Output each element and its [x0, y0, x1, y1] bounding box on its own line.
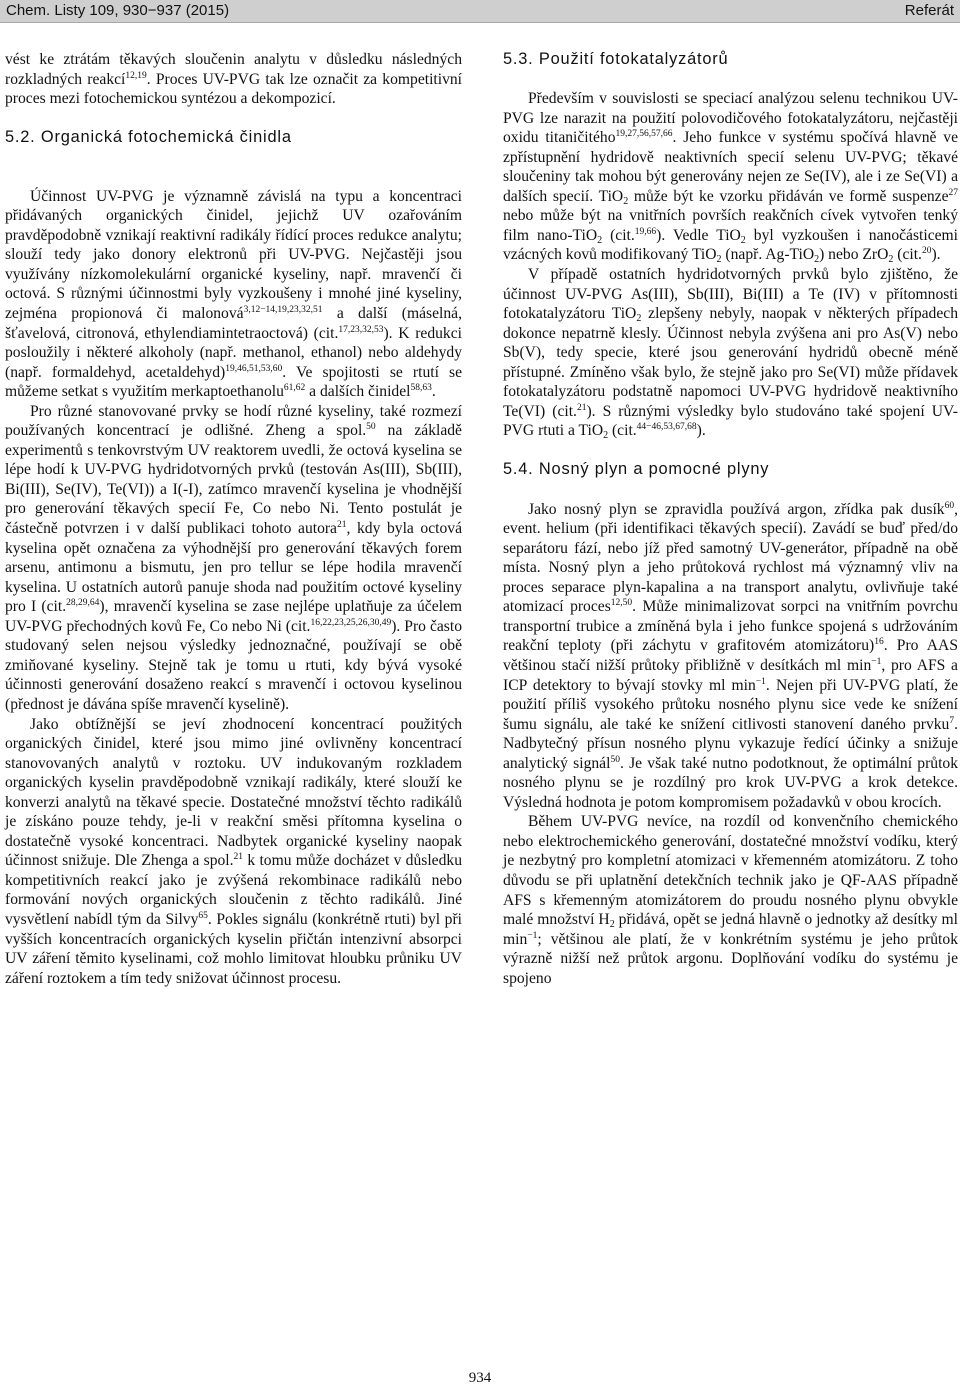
citation: 28,29,64	[66, 598, 100, 609]
citation: 20	[921, 246, 932, 257]
page-number: 934	[468, 1370, 492, 1386]
citation: 44−46,53,67,68	[636, 422, 697, 433]
citation: 58,63	[410, 383, 432, 394]
citation: 7	[949, 715, 955, 726]
citation: 12,50	[610, 598, 633, 609]
section-label: Referát	[904, 2, 954, 19]
citation: 21	[233, 852, 244, 863]
paragraph: Pro různé stanovované prvky se hodí různé kyseliny, také rozmezí používaných koncentrací je odlišné. Zheng a spol.$^{50}$ na základě experimentů s tenkovrstvým UV reaktorem uvedli, že octová kyselina se lépe hodí k UV-PVG hydridotvorných prvků (testován As(III), Sb(III), Bi(III), Se(IV), Te(VI)) a I(-I), zatímco mravenčí kyselina je vhodnější pro generování těkavých specií Fe, Co nebo Ni. Tento postulát je částečně potvrzen i v další publikaci tohoto autora$^{21}$, kdy byla octová kyselina opět označena za výhodnější pro generování těkavých forem arsenu, antimonu a bismutu, jen pro tellur se lépe hodila mravenčí kyselina. U ostatních autorů panuje shoda nad použitím octové kyseliny pro I (cit.$^{28,29,64}$), mravenčí kyselina se zase nejlépe uplatňuje za účelem UV-PVG přechodných kovů Fe, Co nebo Ni (cit.$^{16,22,23,25,26,30,49}$). Pro často studovaný selen nejsou výsledky jednoznačné, používají se obě zmiňované kyseliny. Stejně tak je tomu u rtuti, kdy bývá vysoké účinnosti generování dosaženo reakcí s mravenčí i octovou kyselinou (přednost je dávána spíše mravenčí kyselině).	[5, 402, 463, 713]
citation: 12,19	[125, 70, 147, 81]
section-heading-5-3: 5.3. Použití fotokatalyzátorů	[503, 50, 729, 68]
citation: 19,27,56,57,66	[615, 129, 673, 140]
right-column	[503, 50, 958, 988]
paragraph: Účinnost UV-PVG je významně závislá na typu a koncentraci přidávaných organických činidel, jejichž UV ozařováním pravděpodobně vznikají reaktivní radikály řídící proces redukce analytu; slouží tedy jako donory elektronů při UV-PVG. Nejčastěji jsou využívány nízkomolekulární organické kyseliny, např. mravenčí či octová. S různými účinnostmi byly vyzkoušeny i mnohé jiné kyseliny, zejména propionová či malonová$^{3,12-14,19,23,32,51}$ a další (máselná, šťavelová, citronová, ethylendiamintetraoctová) (cit.$^{17,23,32,53}$). K redukci posloužily i některé alkoholy (např. methanol, ethanol) nebo aldehydy (např. formaldehyd, acetaldehyd)$^{19,46,51,53,60}$. Ve spojitosti se rtutí se můžeme setkat s využitím merkaptoethanolu$^{61,62}$ a dalších činidel$^{58,63}$.	[5, 187, 463, 401]
paragraph: Během UV-PVG nevíce, na rozdíl od konvenčního chemického nebo elektrochemického generování, dostatečné množství vodíku, který je nezbytný pro kompletní atomizaci v křemenném atomizátoru. Z toho důvodu se při uplatnění detekčních technik jako je QF-AAS případně AFS s křemenným atomizátorem do proudu nosného plynu obvykle malé množství $H_2$ přidává, opět se jedná hlavně o jednotky až desítky ml $\min^{-1}$; většinou ale platí, že v konkrétním systému je jeho průtok výrazně nižší než průtok argonu. Doplňování vodíku do systému je spojeno	[503, 813, 959, 987]
paragraph: Jako nosný plyn se zpravidla používá argon, zřídka pak dusík$^{60}$, event. helium (při identifikaci těkavých specií). Zavádí se buď před/do separátoru fází, nebo jíž před samotný UV-generátor, případně na obě místa. Nosný plyn a jeho průtoková rychlost má významný vliv na proces separace plyn-kapalina a na transport analytu, ovlivňuje také atomizací proces$^{12,50}$. Může minimalizovat sorpci na vnitřním povrchu transportní trubice a zmíněná byla i jeho funkce spojená s udržováním reakční teploty (při záchytu v grafitovém atomizátoru)$^{16}$. Pro AAS většinou stačí nižší průtoky přibližně v desítkách ml $\min^{-1}$, pro AFS a ICP detektory to bývají stovky ml $\min^{-1}$. Nejen při UV-PVG platí, že použití příliš vysokého průtoku nosného plynu sice vede ke snížení šumu signálu, ale také ke snížení citlivosti stanovení daného prvku$^7$. Nadbytečný přísun nosného plynu vykazuje ředící účinky a snižuje analytický signál$^{50}$. Je však také nutno podotknout, že optimální průtok nosného plynu se je rozdílný pro krok UV-PVG a krok detekce. Výsledná hodnota je potom kompromisem požadavků v obou krocích.	[503, 500, 958, 811]
paragraph-continued: vést ke ztrátám těkavých sloučenin analytu v důsledku následných rozkladných reakcí$^{12,19}$. Proces UV-PVG tak lze označit za kompetitivní proces mezi fotochemickou syntézou a dekompozicí.	[5, 51, 462, 108]
citation: 21	[336, 520, 347, 531]
paragraph: V případě ostatních hydridotvorných prvků bylo zjištěno, že účinnost UV-PVG As(III), Sb(III), Bi(III) a Te (IV) v přítomnosti fotokatalyzátoru TiO$_2$ zlepšeny nebyly, naopak v některých případech dokonce nepatrně klesly. Účinnost nebyla zvýšena ani pro As(V) nebo Sb(V), tedy specie, které jsou generování hydridů obecně méně přístupné. Zmíněno však bylo, že stejně jako pro Se(VI) může přídavek fotokatalyzátoru podstatně napomoci UV-PVG hydridově neaktivního Te(VI) (cit.$^{21}$). S různými výsledky bylo studováno také spojení UV-PVG rtuti a TiO$_2$ (cit.$^{44-46,53,67,68}$).	[503, 266, 958, 442]
citation: 19,66	[634, 226, 657, 237]
citation: 17,23,32,53	[338, 324, 384, 335]
citation: 61,62	[283, 383, 306, 394]
section-heading-5-2: 5.2. Organická fotochemická činidla	[5, 128, 292, 147]
citation: 50	[610, 754, 620, 765]
paragraph: Především v souvislosti se speciací analýzou selenu technikou UV-PVG lze narazit na použití polovodičového fotokatalyzátoru, nejčastěji oxidu titaničitého$^{19,27,56,57,66}$. Jeho funkce v systému spočívá hlavně ve zpřístupnění hydridově neaktivních specií selenu UV-PVG; těkavé sloučeniny tak mohou být generovány nejen ze Se(IV), ale i ze Se(VI) a dalších specií. TiO$_2$ může být ke vzorku přidáván ve formě suspenze$^{27}$ nebo může být na vnitřních površích reakčních cívek vytvořen tenký film nano-TiO$_2$ (cit.$^{19,66}$). Vedle TiO$_2$ byl vyzkoušen i nanočásticemi vzácných kovů modifikovaný TiO$_2$ (např. Ag-TiO$_2$) nebo ZrO$_2$ (cit.$^{20}$).	[503, 90, 958, 266]
citation: 16	[874, 637, 884, 648]
section-heading-5-4: 5.4. Nosný plyn a pomocné plyny	[503, 460, 770, 479]
citation: 3,12−14,19,23,32,51	[243, 305, 323, 316]
citation: 19,46,51,53,60	[225, 363, 283, 374]
journal-citation: Chem. Listy 109, 930−937 (2015)	[6, 2, 230, 19]
citation: 65	[198, 910, 208, 921]
citation: 21	[576, 402, 587, 413]
citation: 27	[948, 187, 958, 198]
citation: 60	[944, 500, 955, 511]
paragraph: Jako obtížnější se jeví zhodnocení koncentrací použitých organických činidel, které jsou mimo jiné ovlivněny koncentrací stanovovaných analytů v roztoku. UV indukovaným rozkladem organických kyselin pravděpodobně vznikají radikály, které slouží ke konverzi analytů na těkavé specie. Dostatečné množství těchto radikálů je získáno pouze tehdy, je-li v reakční směsi přítomna kyselina o dostatečně vysoké koncentraci. Nadbytek organické kyseliny naopak účinnost snižuje. Dle Zhenga a spol.$^{21}$ k tomu může docházet v důsledku kompetitivních reakcí jako je zvýšená rekombinace radikálů nebo formování nových organických sloučenin z těchto radikálů. Jiné vysvětlení nabídl tým da Silvy$^{65}$. Pokles signálu (konkrétně rtuti) byl při vyšších koncentracích organických kyselin přičtán intenzivní absorpci UV záření těmito kyselinami, což mohlo limitovat hloubku průniku UV záření roztokem a tím tedy snižovat účinnost procesu.	[5, 715, 462, 987]
citation: 16,22,23,25,26,30,49	[310, 617, 392, 628]
running-header	[0, 0, 960, 23]
citation: 50	[366, 422, 376, 433]
left-column	[5, 50, 462, 988]
